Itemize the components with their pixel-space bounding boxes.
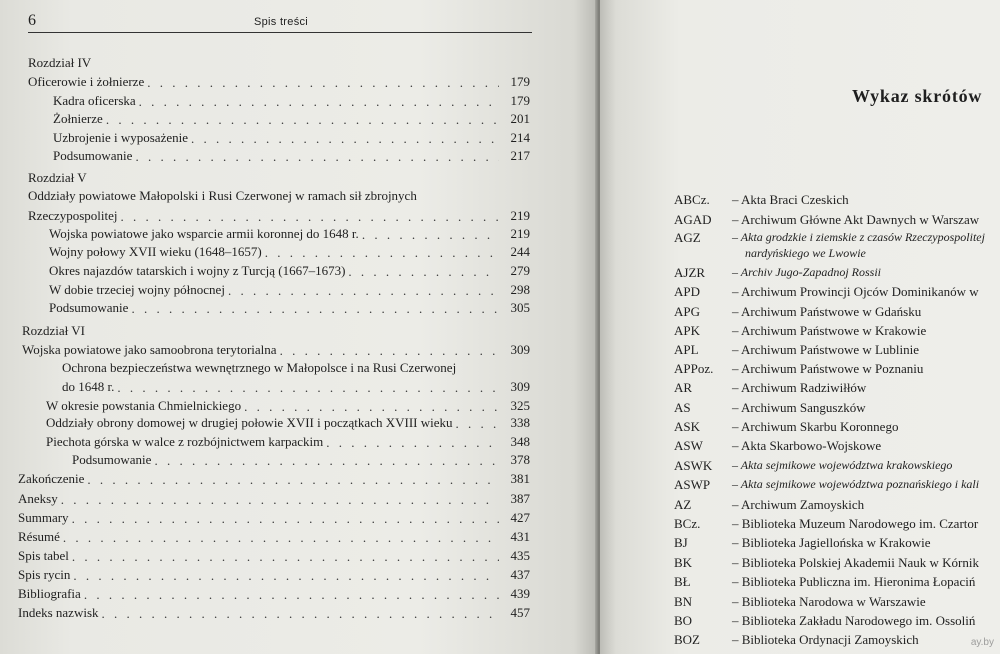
toc-entry-page: 219 — [510, 208, 530, 223]
abbreviation-meaning: – Archiwum Prowincji Ojców Dominikanów w — [732, 284, 979, 299]
toc-entry-page: 439 — [510, 586, 530, 601]
toc-entry — [18, 490, 530, 507]
dot-leader — [154, 454, 499, 468]
dot-leader — [117, 381, 499, 395]
dot-leader — [147, 76, 499, 90]
toc-entry-page: 381 — [510, 471, 530, 486]
dot-leader — [84, 588, 499, 602]
abbreviation-meaning: – Akta sejmikowe województwa krakowskiego — [732, 458, 953, 472]
toc-entry-title: Summary — [18, 510, 69, 525]
abbreviation-meaning: – Archiwum Państwowe w Krakowie — [732, 323, 927, 338]
running-head: Spis treści — [254, 16, 309, 28]
toc-entry-title-line: Oddziały powiatowe Małopolski i Rusi Czerwonej w ramach sił zbrojnych — [28, 188, 417, 203]
toc-entry-title: Wojska powiatowe jako wsparcie armii koronnej do 1648 r. — [49, 226, 359, 241]
abbreviation-meaning: – Biblioteka Jagiellońska w Krakowie — [732, 535, 931, 550]
toc-entry-title: Podsumowanie — [53, 148, 133, 163]
abbreviation-code: APL — [674, 342, 699, 357]
toc-entry — [53, 110, 530, 127]
dot-leader — [348, 265, 499, 279]
toc-entry-title: Podsumowanie — [72, 452, 152, 467]
toc-entry-title: Résumé — [18, 529, 60, 544]
abbreviation-code: ASWK — [674, 458, 713, 473]
abbreviation-meaning: – Archiv Jugo-Zapadnoj Rossii — [732, 265, 881, 279]
abbreviation-code: AS — [674, 400, 691, 415]
abbreviation-code: ABCz. — [674, 192, 710, 207]
abbreviation-meaning: – Akta Skarbowo-Wojskowe — [732, 438, 882, 453]
abbreviation-meaning: – Biblioteka Narodowa w Warszawie — [732, 594, 926, 609]
abbreviation-code: BCz. — [674, 516, 701, 531]
right-page — [600, 0, 1000, 654]
toc-entry-page: 309 — [510, 379, 530, 394]
toc-chapter-heading: Rozdział IV — [28, 55, 92, 70]
toc-entry-page: 217 — [510, 148, 530, 163]
toc-entry — [18, 470, 530, 487]
toc-entry — [18, 509, 530, 526]
toc-entry-page: 338 — [510, 415, 530, 430]
abbreviation-code: ASK — [674, 419, 701, 434]
toc-entry-title: Oficerowie i żołnierze — [28, 74, 145, 89]
abbreviation-code: APD — [674, 284, 701, 299]
toc-entry-title: Piechota górska w walce z rozbójnictwem karpackim — [46, 434, 324, 449]
abbreviation-code: AGAD — [674, 212, 712, 227]
abbreviation-meaning-continued: nardyńskiego we Lwowie — [745, 246, 866, 260]
dot-leader — [456, 417, 500, 431]
toc-entry-title: Aneksy — [18, 491, 58, 506]
toc-entry-title: Rzeczypospolitej — [28, 208, 118, 223]
dot-leader — [106, 113, 499, 127]
toc-entry-page: 305 — [510, 300, 530, 315]
abbreviation-meaning: – Biblioteka Polskiej Akademii Nauk w Kórnik — [732, 555, 979, 570]
toc-entry-title: Bibliografia — [18, 586, 81, 601]
toc-entry-page: 387 — [510, 491, 530, 506]
page-header — [28, 12, 532, 33]
toc-entry-title: Uzbrojenie i wyposażenie — [53, 130, 189, 145]
dot-leader — [265, 246, 499, 260]
page-number: 6 — [28, 12, 36, 29]
toc-chapter-heading: Rozdział VI — [22, 323, 85, 338]
toc-entry — [49, 281, 530, 298]
abbreviation-code: AZ — [674, 497, 692, 512]
abbreviation-meaning: – Archiwum Skarbu Koronnego — [732, 419, 899, 434]
abbreviation-meaning: – Akta sejmikowe województwa poznańskiego i kali — [732, 477, 980, 491]
dot-leader — [72, 550, 499, 564]
watermark: ay.by — [970, 637, 994, 648]
dot-leader — [63, 531, 499, 545]
toc-entry — [46, 433, 530, 450]
abbreviation-code: BŁ — [674, 574, 691, 589]
abbreviation-code: APG — [674, 304, 701, 319]
dot-leader — [135, 150, 499, 164]
toc-entry — [18, 528, 530, 545]
abbreviation-code: APPoz. — [674, 361, 714, 376]
abbreviations-title: Wykaz skrótów — [852, 86, 983, 106]
abbreviation-code: BJ — [674, 535, 688, 550]
abbreviation-code: AGZ — [674, 230, 701, 245]
abbreviation-code: BK — [674, 555, 693, 570]
abbreviation-meaning: – Biblioteka Ordynacji Zamoyskich — [732, 632, 919, 647]
toc-entry-title: Żołnierze — [53, 111, 103, 126]
abbreviation-meaning: – Akta Braci Czeskich — [732, 192, 849, 207]
toc-entry — [22, 341, 530, 358]
toc-entry — [46, 414, 530, 431]
abbreviation-code: APK — [674, 323, 701, 338]
toc-entry — [18, 585, 530, 602]
toc-entry-page: 201 — [510, 111, 530, 126]
toc-entry — [28, 207, 530, 224]
abbreviation-meaning: – Biblioteka Publiczna im. Hieronima Łopaciń — [732, 574, 976, 589]
toc-entry-title: do 1648 r. — [62, 379, 115, 394]
toc-entry-page: 325 — [510, 398, 530, 413]
dot-leader — [362, 228, 499, 242]
toc-entry — [53, 147, 530, 164]
toc-entry — [49, 243, 530, 260]
abbreviation-code: AR — [674, 380, 693, 395]
abbreviation-meaning: – Biblioteka Muzeum Narodowego im. Czartor — [732, 516, 979, 531]
dot-leader — [244, 400, 499, 414]
toc-entry — [53, 92, 530, 109]
toc-entry — [53, 129, 530, 146]
toc-entry-page: 437 — [510, 567, 530, 582]
toc-entry-title: Okres najazdów tatarskich i wojny z Turcją (1667–1673) — [49, 263, 346, 278]
abbreviation-meaning: – Archiwum Państwowe w Gdańsku — [732, 304, 922, 319]
dot-leader — [191, 132, 499, 146]
toc-entry-page: 348 — [510, 434, 530, 449]
toc-entry-title: Indeks nazwisk — [18, 605, 99, 620]
dot-leader — [131, 302, 499, 316]
toc-entry-page: 279 — [510, 263, 530, 278]
abbreviation-code: ASW — [674, 438, 703, 453]
dot-leader — [72, 512, 499, 526]
toc-chapter-heading: Rozdział V — [28, 170, 87, 185]
toc-entry-page: 431 — [510, 529, 530, 544]
toc-entry-page: 457 — [510, 605, 530, 620]
toc-entry-page: 244 — [510, 244, 530, 259]
dot-leader — [228, 284, 499, 298]
abbreviation-meaning: – Biblioteka Zakładu Narodowego im. Ossoliń — [732, 613, 976, 628]
toc-entry-page: 179 — [510, 93, 530, 108]
abbreviation-code: BN — [674, 594, 693, 609]
toc-entry — [18, 566, 530, 583]
toc-entry — [28, 73, 530, 90]
toc-entry — [62, 378, 530, 395]
toc-entry — [72, 451, 530, 468]
dot-leader — [139, 95, 499, 109]
toc-entry — [46, 397, 530, 414]
dot-leader — [280, 344, 499, 358]
abbreviation-code: BO — [674, 613, 693, 628]
toc-entry-title-line: Ochrona bezpieczeństwa wewnętrznego w Małopolsce i na Rusi Czerwonej — [62, 360, 457, 375]
toc-entry-page: 427 — [510, 510, 530, 525]
dot-leader — [102, 607, 499, 621]
dot-leader — [73, 569, 499, 583]
toc-entry-title: Wojska powiatowe jako samoobrona terytorialna — [22, 342, 277, 357]
toc-entry — [18, 604, 530, 621]
toc-entry-title: Kadra oficerska — [53, 93, 136, 108]
toc-entry-page: 435 — [510, 548, 530, 563]
toc-entry — [49, 299, 530, 316]
dot-leader — [61, 493, 499, 507]
abbreviation-meaning: – Archiwum Państwowe w Poznaniu — [732, 361, 924, 376]
abbreviation-code: BOZ — [674, 632, 700, 647]
abbreviation-meaning: – Archiwum Radziwiłłów — [732, 380, 867, 395]
abbreviation-code: AJZR — [674, 265, 706, 280]
toc-entry — [18, 547, 530, 564]
abbreviation-code: ASWP — [674, 477, 711, 492]
toc-entry-title: W dobie trzeciej wojny północnej — [49, 282, 225, 297]
toc-entry — [49, 225, 530, 242]
toc-entry-title: Podsumowanie — [49, 300, 129, 315]
abbreviation-meaning: – Archiwum Sanguszków — [732, 400, 866, 415]
dot-leader — [326, 436, 499, 450]
toc-entry-page: 309 — [510, 342, 530, 357]
abbreviation-meaning: – Archiwum Państwowe w Lublinie — [732, 342, 920, 357]
toc-entry-page: 219 — [510, 226, 530, 241]
toc-entry-page: 378 — [510, 452, 530, 467]
toc-entry-title: Oddziały obrony domowej w drugiej połowie XVII i początkach XVIII wieku — [46, 415, 453, 430]
toc-entry-page: 214 — [510, 130, 530, 145]
toc-entry-title: Spis rycin — [18, 567, 71, 582]
dot-leader — [87, 473, 499, 487]
toc-entry-title: Spis tabel — [18, 548, 69, 563]
dot-leader — [121, 210, 499, 224]
toc-entry — [49, 262, 530, 279]
toc-entry-title: W okresie powstania Chmielnickiego — [46, 398, 242, 413]
abbreviation-meaning: – Akta grodzkie i ziemskie z czasów Rzeczypospolitej — [732, 230, 985, 244]
toc-entry-title: Zakończenie — [18, 471, 85, 486]
abbreviation-meaning: – Archiwum Główne Akt Dawnych w Warszaw — [732, 212, 980, 227]
toc-entry-title: Wojny połowy XVII wieku (1648–1657) — [49, 244, 262, 259]
toc-entry-page: 179 — [510, 74, 530, 89]
toc-entry-page: 298 — [510, 282, 530, 297]
abbreviation-meaning: – Archiwum Zamoyskich — [732, 497, 865, 512]
